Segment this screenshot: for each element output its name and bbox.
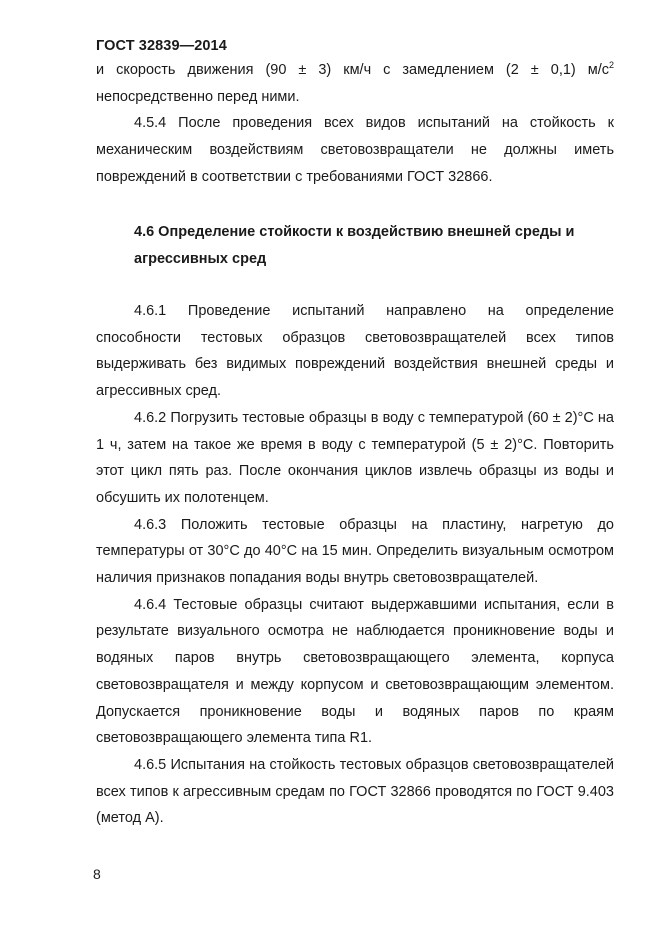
bottom-text-block (96, 298, 614, 832)
paragraph-4-6-2: 4.6.2 Погрузить тестовые образцы в воду с температурой (60 ± 2)°С на 1 ч, затем на такое же время в воду с температурой (5 ± 2)°С. Повторить этот цикл пять раз. После окончания циклов извлечь образцы из воды и обсушить их полотенцем. (96, 409, 614, 506)
paragraph-4-6-4: 4.6.4 Тестовые образцы считают выдержавшими испытания, если в результате визуального осмотра не наблюдается проникновение воды и водяных паров внутрь световозвращающего элемента, корпуса световозвращателя и между корпусом и световозвращающим элементом. Допускается проникновение воды и водяных паров по краям световозвращающего элемента типа R1. (96, 596, 614, 747)
continuation-tail: непосредственно перед ними. (96, 88, 300, 105)
unit-superscript: 2 (608, 60, 614, 71)
top-text-block (96, 57, 614, 191)
paragraph-4-5-4: 4.5.4 После проведения всех видов испытаний на стойкость к механическим воздействиям световозвращатели не должны иметь повреждений в соответствии с требованиями ГОСТ 32866. (96, 115, 614, 185)
continuation-text: и скорость движения (90 ± 3) км/ч с замедлением (2 ± 0,1) м/с (96, 62, 609, 78)
paragraph-4-6-5: 4.6.5 Испытания на стойкость тестовых образцов световозвращателей всех типов к агрессивным средам по ГОСТ 32866 проводятся по ГОСТ 9.403 (метод А). (96, 756, 614, 827)
paragraph-4-6-3: 4.6.3 Положить тестовые образцы на пластину, нагретую до температуры от 30°С до 40°С на 15 мин. Определить визуальным осмотром наличия признаков попадания воды внутрь световозвращателей. (96, 516, 614, 587)
document-code-header: ГОСТ 32839—2014 (96, 38, 227, 54)
page-number: 8 (93, 866, 101, 882)
continuation-paragraph (96, 57, 614, 110)
section-heading-4-6: 4.6 Определение стойкости к воздействию внешней среды и агрессивных сред (134, 224, 575, 267)
paragraph-4-6-1: 4.6.1 Проведение испытаний направлено на определение способности тестовых образцов световозвращателей всех типов выдерживать без видимых повреждений воздействия внешней среды и агрессивных сред. (96, 303, 614, 400)
